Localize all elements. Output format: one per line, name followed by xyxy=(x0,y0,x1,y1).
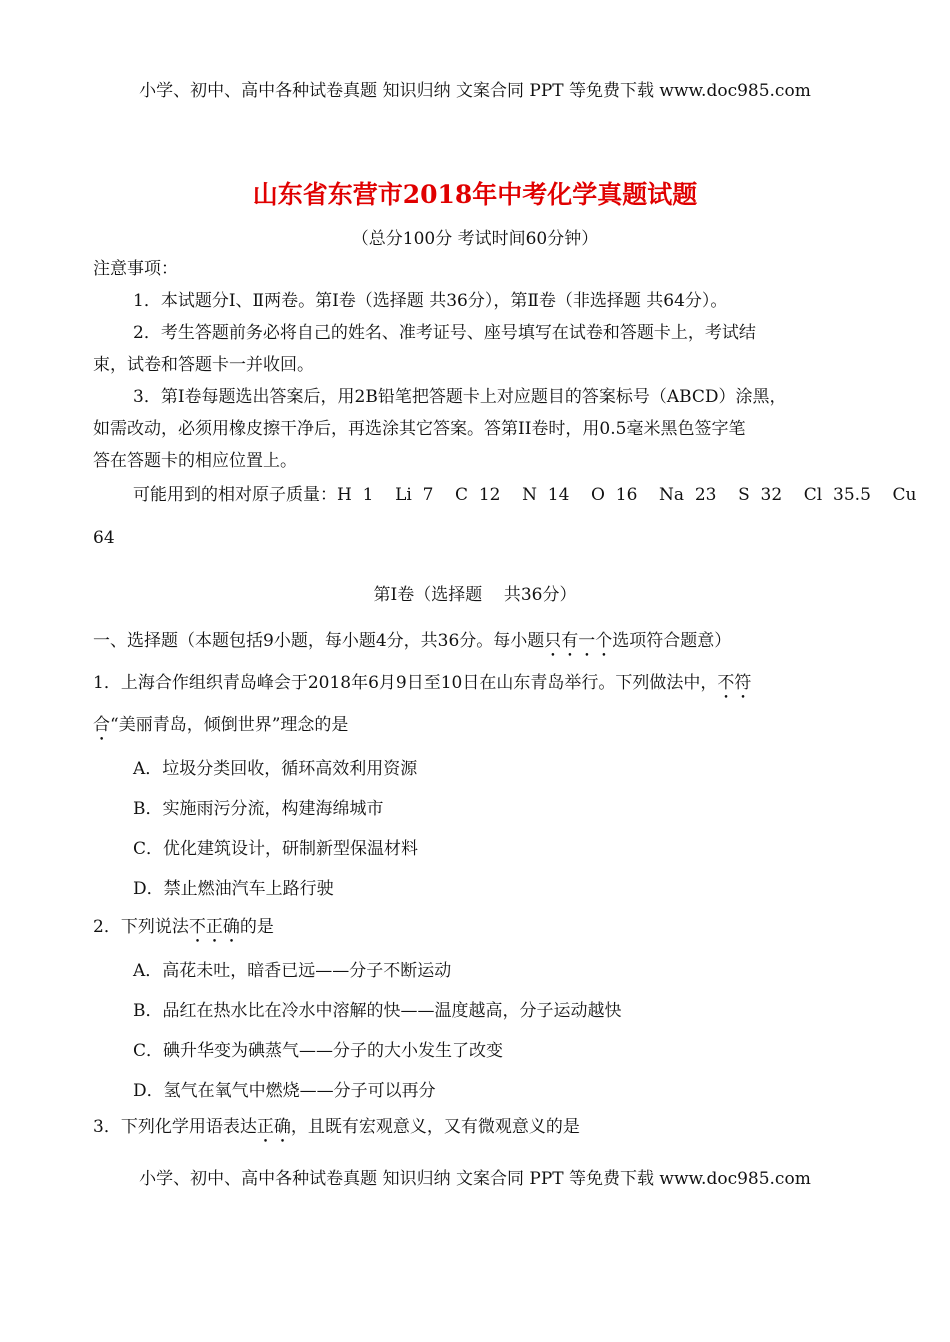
question-1-option-b: B．实施雨污分流，构建海绵城市 xyxy=(133,799,384,819)
question-2-emphasis: 不正确 xyxy=(188,917,240,937)
question-3-emphasis: 正确 xyxy=(256,1117,291,1137)
question-2-stem xyxy=(93,916,274,947)
question-1-text: 1．上海合作组织青岛峰会于2018年6月9日至10日在山东青岛举行。下列做法中， xyxy=(93,673,718,693)
part-intro-text-end: 选项符合题意） xyxy=(612,631,732,651)
notice-3-line-1: 3．第Ⅰ卷每题选出答案后，用2B铅笔把答题卡上对应题目的答案标号（ABCD）涂黑， xyxy=(133,387,787,407)
question-1-option-d: D．禁止燃油汽车上路行驶 xyxy=(133,879,334,899)
atomic-mass-line-2: 64 xyxy=(93,528,115,548)
header-banner: 小学、初中、高中各种试卷真题 知识归纳 文案合同 PPT 等免费下载 www.doc985.com xyxy=(139,81,811,101)
part-intro-text: 一、选择题（本题包括9小题，每小题4分，共36分。每小题 xyxy=(93,631,545,651)
question-1-emphasis-2: 合 xyxy=(93,715,110,735)
footer-banner: 小学、初中、高中各种试卷真题 知识归纳 文案合同 PPT 等免费下载 www.doc985.com xyxy=(139,1169,811,1189)
notice-1: 1．本试题分Ⅰ、Ⅱ两卷。第Ⅰ卷（选择题 共36分），第Ⅱ卷（非选择题 共64分）。 xyxy=(133,291,728,311)
question-1-option-a: A．垃圾分类回收，循环高效利用资源 xyxy=(133,759,418,779)
exam-title: 山东省东营市2018年中考化学真题试题 xyxy=(252,180,698,209)
part-intro-emphasis: 只有一个 xyxy=(544,631,613,651)
atomic-mass-line-1: 可能用到的相对原子质量：H 1 Li 7 C 12 N 14 O 16 Na 23 S 32 Cl 35.5 Cu xyxy=(133,485,917,505)
question-2-option-d: D．氢气在氧气中燃烧——分子可以再分 xyxy=(133,1081,436,1101)
question-2-option-a: A．高花未吐，暗香已远——分子不断运动 xyxy=(133,961,452,981)
question-2-option-b: B．品红在热水比在冷水中溶解的快——温度越高，分子运动越快 xyxy=(133,1001,622,1021)
notice-3-line-3: 答在答题卡的相应位置上。 xyxy=(93,451,297,471)
part-intro xyxy=(93,630,731,661)
question-3-text-end: ，且既有宏观意义，又有微观意义的是 xyxy=(290,1117,580,1137)
question-1-emphasis: 不符 xyxy=(717,673,752,693)
question-1-option-c: C．优化建筑设计，研制新型保温材料 xyxy=(133,839,419,859)
notice-2-line-1: 2．考生答题前务必将自己的姓名、准考证号、座号填写在试卷和答题卡上，考试结 xyxy=(133,323,756,343)
question-1-stem-line-2 xyxy=(93,714,348,745)
exam-subtitle: （总分100分 考试时间60分钟） xyxy=(351,229,599,249)
question-3-stem xyxy=(93,1116,580,1147)
notice-3-line-2: 如需改动，必须用橡皮擦干净后，再选涂其它答案。答第II卷时，用0.5毫米黑色签字笔 xyxy=(93,419,746,439)
question-2-text: 2．下列说法 xyxy=(93,917,189,937)
question-2-option-c: C．碘升华变为碘蒸气——分子的大小发生了改变 xyxy=(133,1041,504,1061)
notice-2-line-2: 束，试卷和答题卡一并收回。 xyxy=(93,355,314,375)
question-3-text: 3．下列化学用语表达 xyxy=(93,1117,257,1137)
section-title: 第Ⅰ卷（选择题 共36分） xyxy=(373,585,577,605)
question-1-text-2: “美丽青岛，倾倒世界”理念的是 xyxy=(110,715,349,735)
question-1-stem xyxy=(93,672,751,703)
question-2-text-end: 的是 xyxy=(239,917,274,937)
notice-heading: 注意事项： xyxy=(93,259,178,279)
